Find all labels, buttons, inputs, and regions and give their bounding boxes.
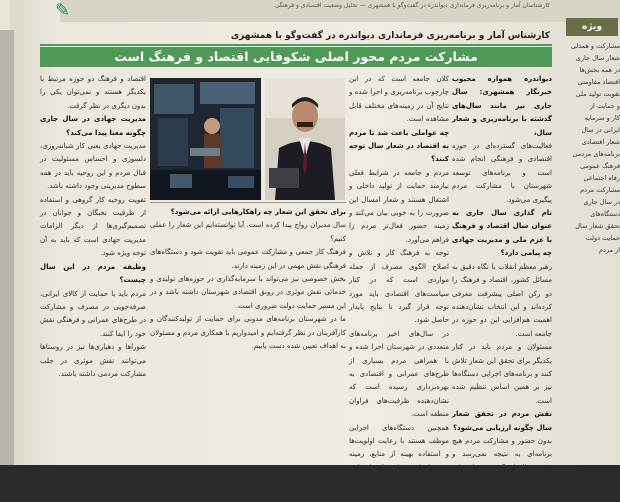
headline-rule xyxy=(40,44,552,46)
paragraph: مردم باید با حمایت از کالای ایرانی، صرفه‌جویی در مصرف و مشارکت در طرح‌های عمرانی و فرهنگی نقش خود را ایفا کنند. xyxy=(40,289,146,338)
paragraph: مسئولان و مردم باید در کنار یکدیگر برای تحقق این شعار تلاش کنند و برنامه‌های اجرایی دستگاه‌ها نیز بر همین اساس تنظیم شده است. xyxy=(452,343,552,405)
neighbour-line: رفاه اجتماعی xyxy=(583,174,620,182)
section-badge: ویژه xyxy=(566,18,618,36)
neighbour-line: تقویت تولید ملی xyxy=(575,90,620,98)
article-headline: مشارکت مردم محور اصلی شکوفایی اقتصاد و فرهنگ است xyxy=(114,49,478,64)
paragraph: اقتصاد و فرهنگ دو حوزه مرتبط با یکدیگر هستند و نمی‌توان یکی را بدون دیگری در نظر گرفت. xyxy=(40,75,146,110)
interview-question: نام گذاری سال جاری به عنوان سال اقتصاد و فرهنگ با عزم ملی و مدیریت جهادی چه پیامی دارد؟ xyxy=(452,209,552,258)
paragraph: شوراها و دهیاری‌ها نیز در روستاها می‌توانند نقش موثری در جلب مشارکت مردمی داشته باشند. xyxy=(40,343,146,378)
neighbour-line: اقتصاد مقاومتی xyxy=(577,78,620,86)
neighbour-line: برنامه‌های مردمی xyxy=(572,150,620,158)
previous-article-text: کارشناسان آمار و برنامه‌ریزی فرمانداری دیواندره در گفت‌وگو با همشهری — تحلیل وضعیت اقتصادی و فرهنگی xyxy=(274,2,550,9)
neighbour-line: حمایت دولت xyxy=(585,234,620,242)
paragraph: در سال‌های اخیر برنامه‌های متعددی در شهرستان اجرا شده و با همراهی مردم بسیاری از طرح‌های عمرانی و اقتصادی به بهره‌برداری رسیده است که نشان‌دهنده ظرفیت‌های فراوان منطقه است. xyxy=(349,329,449,419)
interview-question: مدیریت جهادی در سال جاری چگونه معنا پیدا می‌کند؟ xyxy=(40,115,146,137)
page-gutter xyxy=(0,30,14,465)
article-column-middle xyxy=(349,73,449,499)
interview-question: چه عواملی باعث شد تا مردم به اقتصاد در شعار سال توجه کنند؟ xyxy=(349,128,449,164)
paragraph: بدون حضور و مشارکت مردم هیچ برنامه‌ای به نتیجه نمی‌رسد و تجربه سال‌های گذشته نشان داده است که همراهی مردم عامل اصلی موفقیت بوده است. xyxy=(452,436,552,499)
neighbour-line: ایرانی در سال xyxy=(581,126,620,134)
article-subtitle: کارشناس آمار و برنامه‌ریزی فرمانداری دیواندره در گفت‌وگو با همشهری xyxy=(230,31,550,41)
paragraph: فرهنگ کار جمعی و مشارکت عمومی باید تقویت شود و دستگاه‌های فرهنگی نقش مهمی در این زمینه دارند. xyxy=(150,248,346,270)
photo-caption-rule xyxy=(150,202,346,203)
interview-question: برای تحقق این شعار چه راهکارهایی ارائه می‌شود؟ xyxy=(170,208,346,216)
paragraph: همچنین دستگاه‌های اجرایی موظف هستند با رعایت اولویت‌ها و استفاده بهینه از منابع، زمینه تحقق اهداف شعار سال را فراهم کنند و گزارش عملکرد خود را ارائه دهند. xyxy=(349,423,449,499)
paragraph: سال مدیران رواج پیدا کرده است. آیا توانسته‌ایم این شعار را عملی کنیم؟ xyxy=(150,221,346,243)
section-mark-icon: ✎ xyxy=(55,0,71,21)
paragraph: ما در شهرستان برنامه‌های مدونی برای حمایت از تولیدکنندگان و کارآفرینان در نظر گرفته‌ایم و امیدواریم با همکاری مردم و مسئولان به اهداف تعیین شده دست یابیم. xyxy=(150,315,346,351)
neighbour-line: مشارکت و همدلی xyxy=(570,42,620,50)
neighbour-line: در سال جاری xyxy=(583,198,620,206)
article-column-right xyxy=(452,73,552,499)
workshop-photo xyxy=(150,78,261,200)
paragraph: رهبر معظم انقلاب با نگاه دقیق به مسائل کشور، اقتصاد و فرهنگ را دو رکن اصلی پیشرفت معرفی کرده‌اند و این انتخاب نشان‌دهنده اهمیت هم‌افزایی این دو حوزه در جامعه است. xyxy=(452,262,552,338)
paragraph: تقویت روحیه کار گروهی و استفاده از ظرفیت نخبگان و جوانان در تصمیم‌گیری‌ها از دیگر الزامات مدیریت جهادی است که باید به آن توجه ویژه شود. xyxy=(40,195,146,258)
interview-question: وظیفه مردم در این سال چیست؟ xyxy=(40,262,146,285)
interview-question: دیواندره همواره محبوب خبرنگار همشهری: سال جاری نیز مانند سال‌های گذشته با برنامه‌ریزی و شعار سال، xyxy=(452,75,552,137)
neighbour-article-column xyxy=(552,40,620,465)
paragraph: توجه به فرهنگ کار و تلاش و اصلاح الگوی مصرف از جمله مواردی است که در کنار سیاست‌های اقتصادی باید مورد توجه قرار گیرد تا نتایج پایدار حاصل شود. xyxy=(349,249,449,325)
paragraph: بخش خصوصی نیز می‌تواند با سرمایه‌گذاری در حوزه‌های تولیدی و خدماتی نقش موثری در رونق اقتصادی شهرستان داشته باشد و در این مسیر حمایت دولت ضروری است. xyxy=(150,275,346,310)
neighbour-line: از مردم xyxy=(599,246,620,254)
headline-banner xyxy=(40,47,552,67)
paragraph: مردم و جامعه در شرایط فعلی نیازمند حمایت از تولید داخلی و اشتغال هستند و شعار امسال این ضرورت را به خوبی بیان می‌کند و زمینه حضور فعال‌تر مردم را فراهم می‌آورد. xyxy=(349,168,449,244)
neighbour-line: مشارکت مردم xyxy=(580,186,620,194)
article-column-photo xyxy=(150,206,346,465)
neighbour-line: در همه بخش‌ها xyxy=(579,66,620,74)
neighbour-line: شعار سال جاری xyxy=(575,54,620,62)
previous-article-strip xyxy=(60,0,620,22)
neighbour-line: و حمایت از xyxy=(589,102,620,110)
interview-question: نقش مردم در تحقق شعار سال چگونه ارزیابی می‌شود؟ xyxy=(452,410,552,432)
paragraph: فعالیت‌های گسترده‌ای در حوزه اقتصادی و فرهنگی انجام شده است و برنامه‌های توسعه شهرستان با مشارکت مردم پیگیری می‌شود. xyxy=(452,142,552,204)
article-column-left xyxy=(40,73,146,465)
neighbour-line: دستگاه‌های xyxy=(590,210,620,218)
neighbour-line: شعار اقتصادی xyxy=(581,138,620,146)
interviewee-portrait xyxy=(265,78,345,200)
neighbour-line: فرهنگ عمومی xyxy=(580,162,620,170)
paragraph: کلان جامعه است که در این چارچوب برنامه‌ریزی و اجرا شده و نتایج آن در زمینه‌های مختلف قابل مشاهده است. xyxy=(349,75,449,124)
paragraph: مدیریت جهادی یعنی کار شبانه‌روزی، دلسوزی و احساس مسئولیت در قبال مردم و این روحیه باید در همه سطوح مدیریتی وجود داشته باشد. xyxy=(40,142,146,191)
neighbour-line: کار و سرمایه xyxy=(584,114,620,122)
neighbour-line: تحقق شعار سال xyxy=(575,222,620,230)
